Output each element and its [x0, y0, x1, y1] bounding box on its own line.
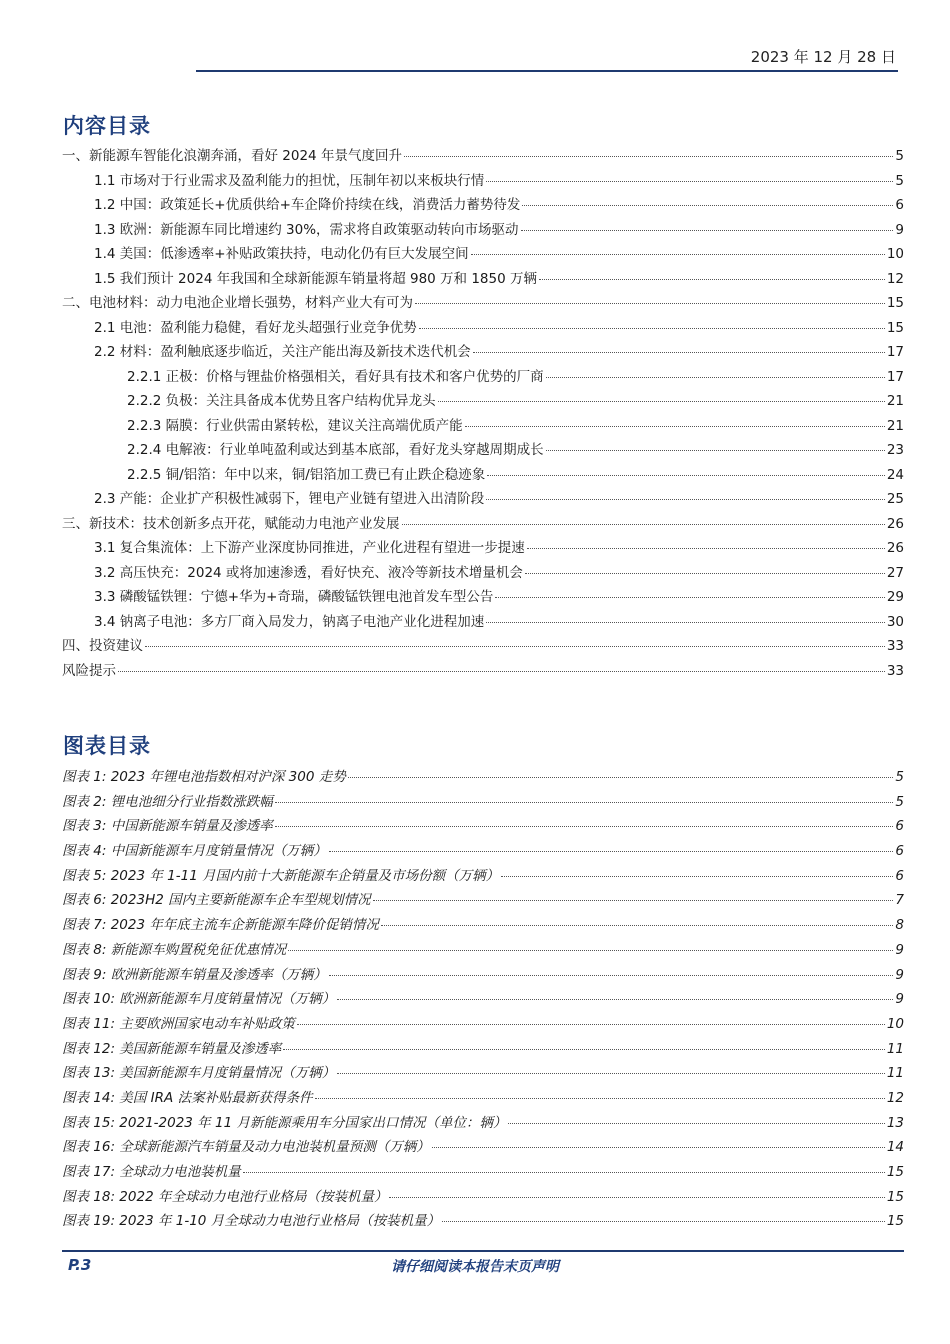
toc-entry-label: 三、新技术：技术创新多点开花，赋能动力电池产业发展	[62, 515, 400, 532]
figure-entry-label: 图表 8: 新能源车购置税免征优惠情况	[62, 941, 287, 958]
figure-entry-label: 图表 18: 2022 年全球动力电池行业格局（按装机量）	[62, 1188, 388, 1205]
toc-entry-label: 3.1 复合集流体：上下游产业深度协同推进，产业化进程有望进一步提速	[94, 540, 525, 556]
figure-entry[interactable]	[62, 1215, 904, 1240]
dot-leader	[486, 499, 885, 500]
figure-entry-page-number: 6	[895, 867, 904, 884]
figure-entry[interactable]	[62, 771, 904, 796]
dot-leader	[337, 999, 893, 1000]
dot-leader	[465, 426, 885, 427]
header-divider	[196, 70, 898, 72]
toc-entry-label: 1.3 欧洲：新能源车同比增速约 30%，需求将自政策驱动转向市场驱动	[94, 221, 519, 238]
toc-entry-page-number: 29	[886, 589, 904, 605]
figure-entry[interactable]	[62, 1188, 904, 1216]
figure-entry-page-number: 11	[886, 1065, 904, 1082]
toc-entry-label: 1.2 中国：政策延长+优质供给+车企降价持续在线，消费活力蓄势待发	[94, 197, 521, 213]
toc-entry-page-number: 15	[886, 295, 904, 311]
toc-entry-label: 1.1 市场对于行业需求及盈利能力的担忧，压制年初以来板块行情	[94, 172, 485, 189]
figure-entry-label: 图表 19: 2023 年 1-10 月全球动力电池行业格局（按装机量）	[62, 1213, 441, 1230]
dot-leader	[487, 475, 885, 476]
figure-entry-label: 图表 17: 全球动力电池装机量	[62, 1164, 241, 1180]
toc-entry-label: 2.2.4 电解液：行业单吨盈利或达到基本底部，看好龙头穿越周期成长	[127, 442, 544, 458]
figure-entry-page-number: 6	[895, 818, 904, 835]
figure-entry-label: 图表 4: 中国新能源车月度销量情况（万辆）	[62, 843, 327, 860]
toc-entry-label: 2.2.5 铜/铝箔：年中以来，铜/铝箔加工费已有止跌企稳迹象	[127, 466, 486, 483]
toc-entry-label: 2.3 产能：企业扩产积极性减弱下，锂电产业链有望进入出清阶段	[94, 491, 485, 507]
toc-entry-page-number: 21	[886, 417, 904, 434]
dot-leader	[118, 671, 885, 672]
toc-entry-page-number: 26	[886, 540, 904, 556]
toc-entry[interactable]	[62, 172, 904, 200]
figure-entry-page-number: 13	[886, 1114, 904, 1131]
figure-entry[interactable]	[62, 993, 904, 1018]
dot-leader	[495, 597, 884, 598]
dot-leader	[486, 622, 885, 623]
toc-entry-page-number: 33	[886, 638, 904, 654]
toc-entry[interactable]	[62, 248, 904, 273]
figure-entry-page-number: 5	[895, 793, 904, 810]
dot-leader	[243, 1172, 885, 1173]
toc-entry-page-number: 27	[886, 564, 904, 581]
figure-entry[interactable]	[62, 845, 904, 870]
toc-entry-page-number: 17	[886, 368, 904, 385]
toc-entry-label: 2.2 材料：盈利触底逐步临近，关注产能出海及新技术迭代机会	[94, 344, 471, 360]
dot-leader	[373, 900, 894, 901]
toc-entry-label: 2.2.2 负极：关注具备成本优势且客户结构优异龙头	[127, 393, 436, 409]
figure-entry-page-number: 11	[886, 1040, 904, 1057]
dot-leader	[288, 950, 893, 951]
figure-entry-page-number: 6	[895, 843, 904, 860]
toc-entry[interactable]	[62, 270, 904, 298]
figure-entry-label: 图表 10: 欧洲新能源车月度销量情况（万辆）	[62, 991, 336, 1008]
toc-entry[interactable]	[62, 346, 904, 371]
figure-entry-page-number: 9	[895, 941, 904, 958]
dot-leader	[527, 548, 885, 549]
dot-leader	[348, 777, 894, 778]
figure-entry[interactable]	[62, 1015, 904, 1043]
toc-entry-label: 3.3 磷酸锰铁锂：宁德+华为+奇瑞，磷酸锰铁锂电池首发车型公告	[94, 589, 494, 605]
toc-entry-label: 1.4 美国：低渗透率+补贴政策扶持，电动化仍有巨大发展空间	[94, 246, 469, 262]
toc-entry[interactable]	[62, 444, 904, 469]
dot-leader	[315, 1098, 885, 1099]
dot-leader	[145, 646, 885, 647]
toc-entry[interactable]	[62, 613, 904, 641]
dot-leader	[297, 1024, 885, 1025]
toc-entry[interactable]	[62, 199, 904, 224]
report-date: 2023 年 12 月 28 日	[750, 48, 896, 66]
dot-leader	[473, 352, 885, 353]
toc-entry-label: 2.2.3 隔膜：行业供需由紧转松，建议关注高端优质产能	[127, 417, 463, 434]
dot-leader	[442, 1221, 885, 1222]
toc-entry-page-number: 9	[895, 221, 904, 238]
dot-leader	[539, 279, 885, 280]
toc-entry-page-number: 6	[895, 197, 904, 213]
dot-leader	[283, 1049, 885, 1050]
toc-entry-page-number: 25	[886, 491, 904, 507]
figure-entry-label: 图表 5: 2023 年 1-11 月国内前十大新能源车企销量及市场份额（万辆）	[62, 867, 500, 884]
figure-entry-page-number: 9	[895, 966, 904, 983]
toc-entry-label: 2.2.1 正极：价格与锂盐价格强相关，看好具有技术和客户优势的厂商	[127, 368, 544, 385]
toc-entry[interactable]	[62, 297, 904, 322]
figure-entry-page-number: 15	[886, 1188, 904, 1205]
dot-leader	[525, 573, 885, 574]
toc-entry-label: 四、投资建议	[62, 638, 143, 654]
figure-entry-page-number: 14	[886, 1139, 904, 1156]
toc-entry-page-number: 33	[886, 662, 904, 679]
toc-entry-page-number: 17	[886, 344, 904, 360]
toc-title: 内容目录	[63, 114, 151, 138]
toc-entry-label: 3.4 钠离子电池：多方厂商入局发力，钠离子电池产业化进程加速	[94, 613, 485, 630]
dot-leader	[486, 181, 893, 182]
dot-leader	[546, 450, 885, 451]
dot-leader	[438, 401, 885, 402]
figure-entry-page-number: 8	[895, 917, 904, 934]
figure-entry[interactable]	[62, 867, 904, 895]
toc-entry[interactable]	[62, 466, 904, 494]
dot-leader	[471, 254, 885, 255]
toc-entry[interactable]	[62, 221, 904, 249]
toc-entry-label: 1.5 我们预计 2024 年我国和全球新能源车销量将超 980 万和 1850 万辆	[94, 270, 537, 287]
figure-entry[interactable]	[62, 919, 904, 944]
toc-entry-label: 3.2 高压快充：2024 或将加速渗透，看好快充、液冷等新技术增量机会	[94, 564, 523, 581]
toc-entry[interactable]	[62, 150, 904, 175]
toc-entry[interactable]	[62, 640, 904, 665]
figure-entry[interactable]	[62, 1141, 904, 1166]
dot-leader	[522, 205, 893, 206]
figure-entry-label: 图表 13: 美国新能源车月度销量情况（万辆）	[62, 1065, 336, 1082]
toc-entry[interactable]	[62, 564, 904, 592]
figure-entry-page-number: 15	[886, 1213, 904, 1230]
dot-leader	[508, 1123, 884, 1124]
figure-entry-label: 图表 11: 主要欧洲国家电动车补贴政策	[62, 1015, 295, 1032]
footer-divider	[62, 1250, 904, 1252]
dot-leader	[402, 524, 885, 525]
dot-leader	[501, 876, 893, 877]
toc-entry-page-number: 12	[886, 270, 904, 287]
dot-leader	[275, 802, 894, 803]
toc-entry[interactable]	[62, 319, 904, 347]
toc-entry-page-number: 30	[886, 613, 904, 630]
toc-entry-label: 二、电池材料：动力电池企业增长强势，材料产业大有可为	[62, 295, 413, 311]
dot-leader	[404, 156, 893, 157]
figure-entry-label: 图表 1: 2023 年锂电池指数相对沪深 300 走势	[62, 769, 346, 785]
figure-entry-label: 图表 14: 美国 IRA 法案补贴最新获得条件	[62, 1089, 313, 1106]
figure-entry-page-number: 7	[895, 892, 904, 909]
toc-entry[interactable]	[62, 515, 904, 543]
dot-leader	[432, 1147, 885, 1148]
toc-entry-page-number: 5	[895, 148, 904, 164]
figure-entry[interactable]	[62, 1166, 904, 1191]
figure-entry[interactable]	[62, 894, 904, 919]
figure-entry[interactable]	[62, 820, 904, 845]
dot-leader	[329, 975, 894, 976]
toc-entry-page-number: 26	[886, 515, 904, 532]
toc-entry-label: 风险提示	[62, 662, 116, 679]
figure-entry[interactable]	[62, 1089, 904, 1117]
figure-entry-label: 图表 2: 锂电池细分行业指数涨跌幅	[62, 793, 273, 810]
figure-entry[interactable]	[62, 1114, 904, 1142]
dot-leader	[415, 303, 885, 304]
figure-entry-label: 图表 6: 2023H2 国内主要新能源车企车型规划情况	[62, 892, 371, 909]
toc-entry-page-number: 23	[886, 442, 904, 458]
figure-entry-label: 图表 9: 欧洲新能源车销量及渗透率（万辆）	[62, 966, 327, 983]
figure-entry-page-number: 10	[886, 1015, 904, 1032]
toc-entry[interactable]	[62, 542, 904, 567]
figure-entry-label: 图表 7: 2023 年年底主流车企新能源车降价促销情况	[62, 917, 379, 934]
dot-leader	[381, 925, 894, 926]
figure-entry-label: 图表 3: 中国新能源车销量及渗透率	[62, 818, 273, 835]
dot-leader	[521, 230, 894, 231]
toc-entry[interactable]	[62, 662, 904, 690]
figure-entry[interactable]	[62, 1040, 904, 1068]
toc-entry-page-number: 15	[886, 319, 904, 336]
toc-entry[interactable]	[62, 417, 904, 445]
figure-entry[interactable]	[62, 1067, 904, 1092]
toc-entry[interactable]	[62, 591, 904, 616]
figure-entry-label: 图表 16: 全球新能源汽车销量及动力电池装机量预测（万辆）	[62, 1139, 430, 1156]
dot-leader	[275, 826, 894, 827]
dot-leader	[419, 328, 885, 329]
toc-entry-page-number: 10	[886, 246, 904, 262]
page-number: P.3	[68, 1256, 92, 1274]
figure-entry-page-number: 15	[886, 1164, 904, 1180]
figure-entry-page-number: 5	[895, 769, 904, 785]
figure-list	[62, 771, 904, 1240]
figure-list-title: 图表目录	[63, 734, 151, 758]
toc-entry-label: 2.1 电池：盈利能力稳健，看好龙头超强行业竞争优势	[94, 319, 417, 336]
figure-entry-page-number: 9	[895, 991, 904, 1008]
toc-entry[interactable]	[62, 493, 904, 518]
disclaimer-note: 请仔细阅读本报告末页声明	[391, 1259, 559, 1275]
toc-entry[interactable]	[62, 395, 904, 420]
figure-entry[interactable]	[62, 793, 904, 821]
figure-entry-page-number: 12	[886, 1089, 904, 1106]
toc-entry[interactable]	[62, 368, 904, 396]
figure-entry[interactable]	[62, 966, 904, 994]
figure-entry-label: 图表 12: 美国新能源车销量及渗透率	[62, 1040, 282, 1057]
figure-entry[interactable]	[62, 941, 904, 969]
toc-entry-label: 一、新能源车智能化浪潮奔涌，看好 2024 年景气度回升	[62, 148, 402, 164]
dot-leader	[337, 1073, 885, 1074]
figure-entry-label: 图表 15: 2021-2023 年 11 月新能源乘用车分国家出口情况（单位：辆）	[62, 1114, 507, 1131]
toc-list	[62, 150, 904, 689]
dot-leader	[546, 377, 885, 378]
dot-leader	[329, 851, 894, 852]
toc-entry-page-number: 24	[886, 466, 904, 483]
toc-entry-page-number: 21	[886, 393, 904, 409]
toc-entry-page-number: 5	[895, 172, 904, 189]
dot-leader	[389, 1197, 884, 1198]
